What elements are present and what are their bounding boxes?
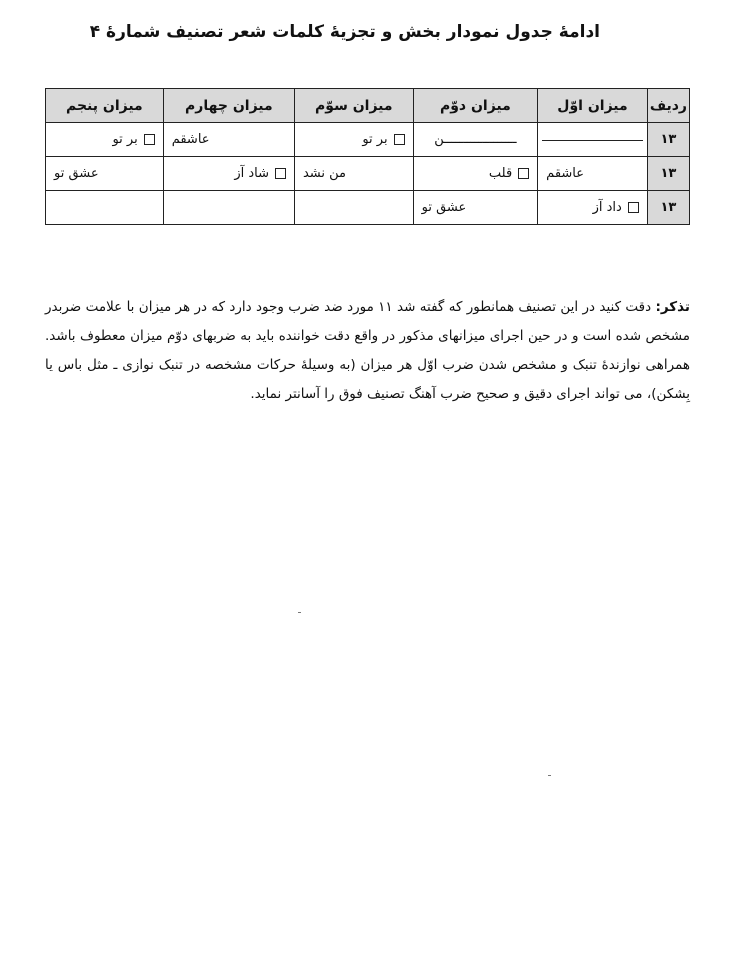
row-number: ۱۳	[647, 123, 689, 157]
cell-measure-2	[413, 157, 538, 191]
cell-measure-5	[46, 191, 164, 225]
cell-text: قلب	[488, 166, 513, 181]
cell-measure-1	[538, 123, 648, 157]
table-header-row	[46, 89, 690, 123]
header-measure-4: میزان چهارم	[163, 89, 294, 123]
cell-measure-4: عاشقم	[163, 123, 294, 157]
continuation-line	[542, 140, 643, 141]
table-row	[46, 157, 690, 191]
cell-text: داد آز	[592, 200, 622, 215]
scan-speck	[298, 612, 301, 613]
note-text: دقت کنید در این تصنیف همانطور که گفته شد ۱۱ مورد ضد ضرب وجود دارد که در هر میزان با علامت ضربدر مشخص شده است و در حین اجرای میزانهای مذکور در واقع دقت خواننده باید به ضربهای دوّم میزان معطوف باشد. همراهی نوازندهٔ تنبک و مشخص شدن ضرب اوّل هر میزان (به وسیلهٔ حرکات مشخصه در تنبک نوازی ـ مثل باس یا بِشکن)، می تواند اجرای دقیق و صحیح ضرب آهنگ تصنیف فوق را آسانتر نماید.	[45, 299, 690, 402]
measure-table	[45, 88, 690, 225]
header-radif: ردیف	[647, 89, 689, 123]
cell-measure-5	[46, 123, 164, 157]
cell-measure-2: عشق تو	[413, 191, 538, 225]
cell-measure-4	[163, 191, 294, 225]
cell-text: بر تو	[362, 132, 388, 147]
cell-measure-5: عشق تو	[46, 157, 164, 191]
cell-measure-1	[538, 191, 648, 225]
note-label: تذکر:	[655, 299, 690, 315]
scan-speck	[548, 775, 551, 776]
header-measure-1: میزان اوّل	[538, 89, 648, 123]
cell-measure-3	[294, 191, 413, 225]
table-row	[46, 123, 690, 157]
note-paragraph	[45, 293, 690, 409]
cell-text: شاد آز	[234, 166, 269, 181]
row-number: ۱۳	[647, 157, 689, 191]
cell-measure-4	[163, 157, 294, 191]
cell-measure-3: من نشد	[294, 157, 413, 191]
cell-measure-2: ـــــــــــــــــــن	[413, 123, 538, 157]
row-number: ۱۳	[647, 191, 689, 225]
header-measure-3: میزان سوّم	[294, 89, 413, 123]
checkbox-icon	[628, 202, 639, 213]
cell-measure-1: عاشقم	[538, 157, 648, 191]
header-measure-2: میزان دوّم	[413, 89, 538, 123]
checkbox-icon	[275, 168, 286, 179]
cell-measure-3	[294, 123, 413, 157]
cell-text: بر تو	[112, 132, 138, 147]
checkbox-icon	[518, 168, 529, 179]
header-measure-5: میزان پنجم	[46, 89, 164, 123]
checkbox-icon	[394, 134, 405, 145]
page-title: ادامهٔ جدول نمودار بخش و تجزیهٔ کلمات شعر تصنیف شمارهٔ ۴	[89, 22, 600, 42]
checkbox-icon	[144, 134, 155, 145]
table-row	[46, 191, 690, 225]
